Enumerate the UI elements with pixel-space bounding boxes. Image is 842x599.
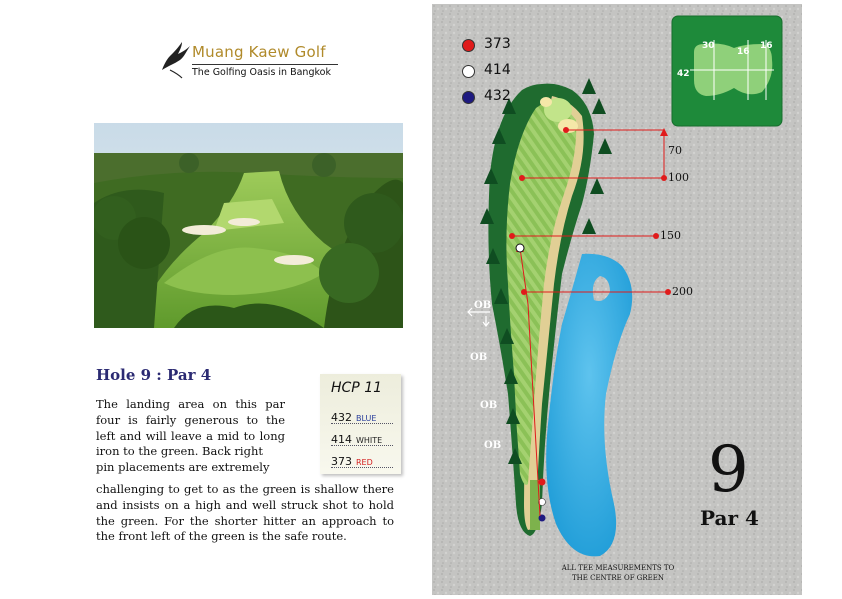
- tee-length: 373: [331, 455, 352, 468]
- green-depth: 30: [702, 41, 715, 51]
- ob-label: OB: [470, 352, 488, 363]
- legend-yards: 373: [484, 36, 511, 52]
- bird-logo-icon: [160, 40, 192, 80]
- ob-label: OB: [480, 400, 498, 411]
- measurement-note-line-1: ALL TEE MEASUREMENTS TO: [561, 564, 675, 572]
- yardage-100: 100: [668, 171, 689, 184]
- tee-row-red: [331, 450, 393, 468]
- white-tee-dot-icon: [462, 65, 475, 78]
- tee-color-name: RED: [356, 458, 373, 467]
- hole-description-part-1: The landing area on this par four is fairly generous to the left and will leave a mid to long iron to the green. Back right: [96, 397, 285, 459]
- logo-divider: [192, 64, 338, 65]
- logo-tagline: The Golfing Oasis in Bangkok: [192, 67, 331, 78]
- green-depth: 42: [677, 69, 690, 79]
- hole-number: 9: [708, 433, 749, 507]
- logo-name: Muang Kaew Golf: [192, 43, 326, 61]
- hole-description-part-2: pin placements are extremely: [96, 460, 270, 474]
- measurement-note: [530, 563, 706, 583]
- handicap-title: HCP 11: [331, 380, 383, 396]
- ob-label: OB: [484, 440, 502, 451]
- yardage-70: 70: [668, 144, 682, 157]
- tee-color-name: WHITE: [356, 436, 383, 445]
- course-logo: [160, 40, 360, 86]
- hole-title: Hole 9 : Par 4: [96, 366, 212, 384]
- green-depth: 16: [737, 47, 750, 57]
- green-depth: 16: [760, 41, 773, 51]
- tee-row-white: [331, 428, 393, 446]
- red-tee-dot-icon: [462, 39, 475, 52]
- yardage-150: 150: [660, 229, 681, 242]
- par-label: Par 4: [700, 506, 759, 530]
- legend-yards: 414: [484, 62, 511, 78]
- tee-color-name: BLUE: [356, 414, 377, 423]
- measurement-note-line-2: THE CENTRE OF GREEN: [571, 574, 664, 582]
- hole-photo: [94, 123, 403, 328]
- legend-yards: 432: [484, 88, 511, 104]
- ob-label: OB: [474, 300, 492, 311]
- tee-length: 432: [331, 411, 352, 424]
- tee-length: 414: [331, 433, 352, 446]
- hole-description-part-3: challenging to get to as the green is shallow there and insists on a high and well struck shot to hold the green. For the shorter hitter an approach to the front left of the green is the safe route.: [96, 482, 394, 544]
- blue-tee-dot-icon: [462, 91, 475, 104]
- yardage-200: 200: [672, 285, 693, 298]
- handicap-box: [320, 374, 401, 474]
- tee-row-blue: [331, 406, 393, 424]
